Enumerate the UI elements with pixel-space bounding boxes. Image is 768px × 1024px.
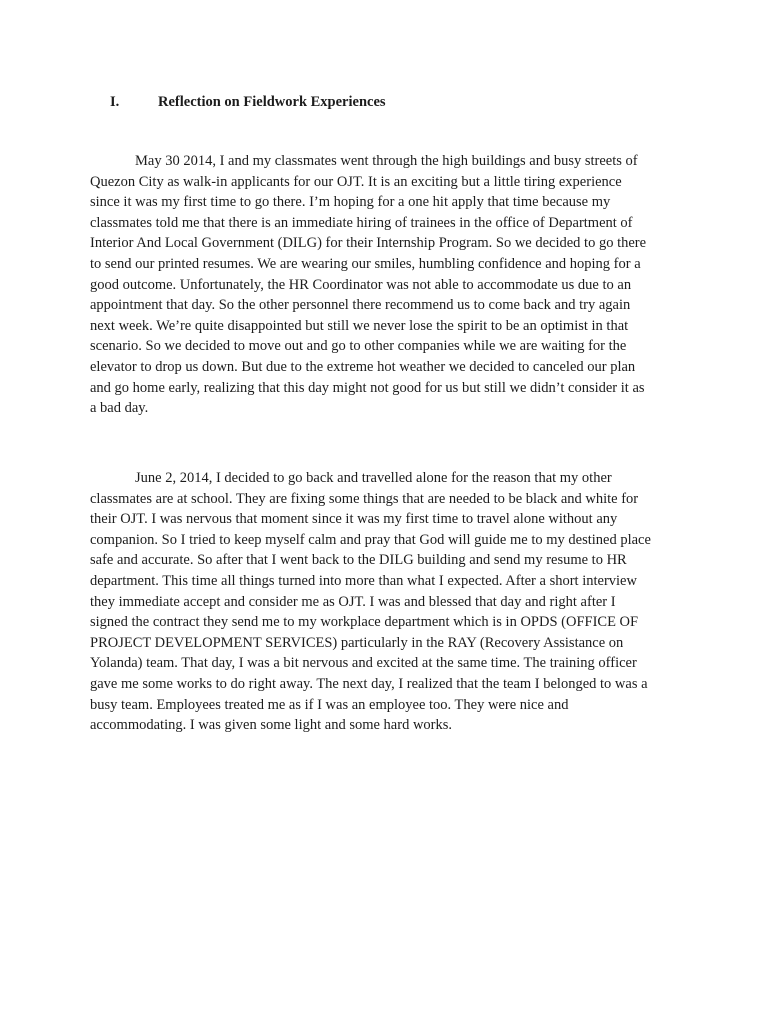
- section-number: I.: [110, 94, 120, 110]
- section-title: Reflection on Fieldwork Experiences: [158, 94, 386, 110]
- paragraph-2: [90, 468, 690, 736]
- paragraph-line: next week. We’re quite disappointed but still we never lose the spirit to be an optimist in that: [90, 317, 629, 334]
- section-heading: [110, 92, 386, 112]
- paragraph-line: gave me some works to do right away. The next day, I realized that the team I belonged to was a: [90, 675, 648, 692]
- paragraph-line: classmates are at school. They are fixing some things that are needed to be black and white for: [90, 490, 639, 507]
- paragraph-line: a bad day.: [90, 400, 149, 417]
- paragraph-line: safe and accurate. So after that I went back to the DILG building and send my resume to HR: [90, 552, 627, 569]
- paragraph-line: they immediate accept and consider me as OJT. I was and blessed that day and right after I: [90, 593, 616, 610]
- paragraph-line: appointment that day. So the other personnel there recommend us to come back and try again: [90, 297, 631, 314]
- paragraph-line: busy team. Employees treated me as if I was an employee too. They were nice and: [90, 696, 569, 713]
- paragraph-line: since it was my first time to go there. I’m hoping for a one hit apply that time because my: [90, 194, 611, 211]
- paragraph-line: accommodating. I was given some light and some hard works.: [90, 717, 453, 734]
- paragraph-line: May 30 2014, I and my classmates went through the high buildings and busy streets of: [135, 153, 638, 169]
- paragraph-line: elevator to drop us down. But due to the extreme hot weather we decided to canceled our plan: [90, 358, 636, 375]
- paragraph-line: PROJECT DEVELOPMENT SERVICES) particularly in the RAY (Recovery Assistance on: [90, 634, 624, 651]
- paragraph-line: signed the contract they send me to my workplace department which is in OPDS (OFFICE OF: [90, 614, 639, 631]
- paragraph-line: Yolanda) team. That day, I was a bit nervous and excited at the same time. The training officer: [90, 655, 637, 672]
- paragraph-line: June 2, 2014, I decided to go back and travelled alone for the reason that my other: [135, 470, 612, 486]
- paragraph-line: Interior And Local Government (DILG) for their Internship Program. So we decided to go there: [90, 235, 647, 252]
- paragraph-line: and go home early, realizing that this day might not good for us but still we didn’t consider it as: [90, 379, 645, 396]
- paragraph-line: classmates told me that there is an immediate hiring of trainees in the office of Department of: [90, 214, 633, 231]
- paragraph-line: their OJT. I was nervous that moment since it was my first time to travel alone without any: [90, 511, 618, 528]
- paragraph-line: good outcome. Unfortunately, the HR Coordinator was not able to accommodate us due to an: [90, 276, 632, 293]
- paragraph-line: companion. So I tried to keep myself calm and pray that God will guide me to my destined place: [90, 531, 651, 548]
- paragraph-line: to send our printed resumes. We are wearing our smiles, humbling confidence and hoping for a: [90, 255, 641, 272]
- paragraph-line: Quezon City as walk-in applicants for our OJT. It is an exciting but a little tiring experience: [90, 173, 622, 190]
- paragraph-line: department. This time all things turned into more than what I expected. After a short interview: [90, 572, 637, 589]
- paragraph-1: [90, 151, 690, 419]
- paragraph-line: scenario. So we decided to move out and go to other companies while we are waiting for the: [90, 338, 627, 355]
